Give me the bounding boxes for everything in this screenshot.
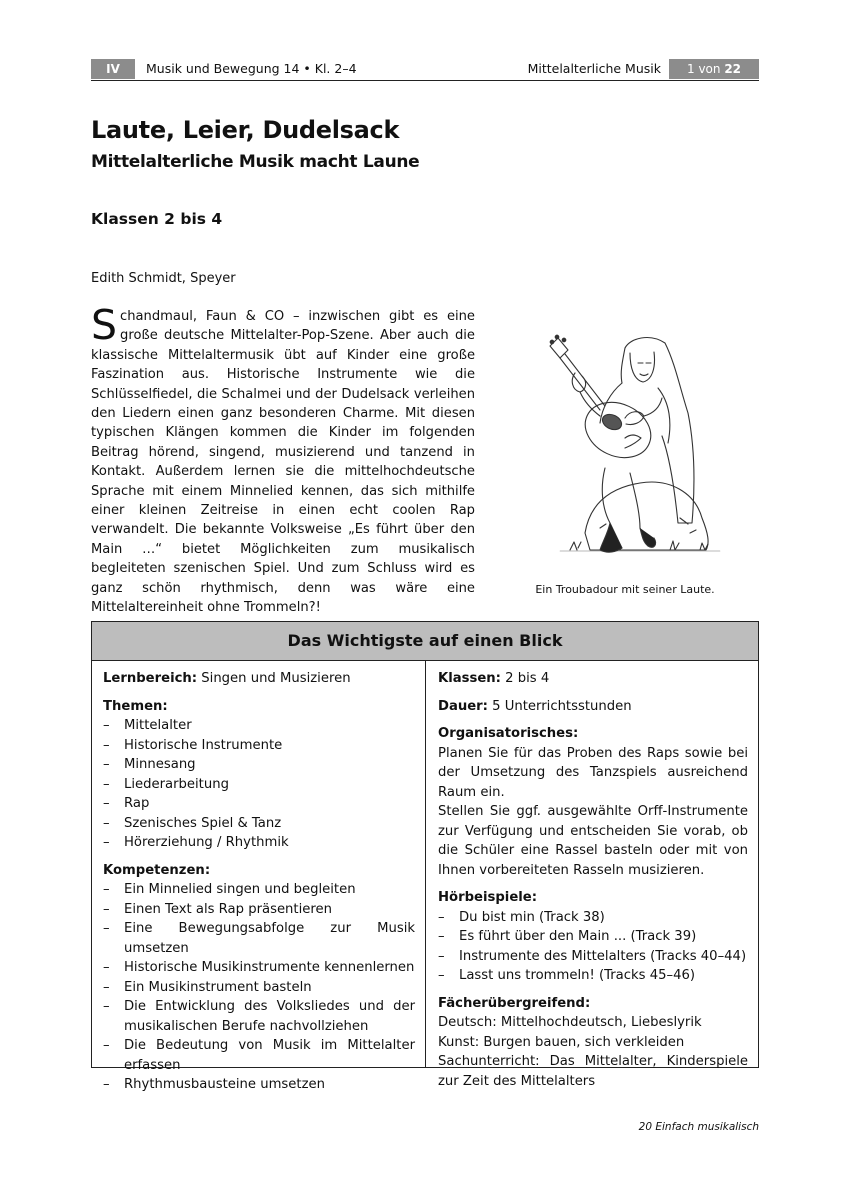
troubadour-illustration-icon [530,318,730,573]
hoerbeispiele-list [438,908,748,986]
page-subtitle: Mittelalterliche Musik macht Laune [91,152,420,172]
lernbereich-label: Lernbereich: [103,671,198,686]
faecheruebergreifend-section [438,994,748,1092]
page-current: 1 [686,62,695,76]
intro-paragraph [91,301,475,618]
lernbereich [103,669,415,689]
list-item: – Hörerziehung / Rhythmik [103,833,415,853]
list-item: – Instrumente des Mittelalters (Tracks 40–44) [438,947,748,967]
kompetenzen-label: Kompetenzen: [103,862,211,878]
themen-section [103,697,415,853]
list-item: – Die Bedeutung von Musik im Mittelalter erfassen [103,1036,415,1075]
list-item: – Du bist min (Track 38) [438,908,748,928]
organisatorisches-section [438,724,748,880]
dauer [438,697,748,717]
topic-title: Mittelalterliche Musik [527,61,661,76]
list-item: – Einen Text als Rap präsentieren [103,900,415,920]
page-total: 22 [724,62,742,76]
organisatorisches-paragraph: Planen Sie für das Proben des Raps sowie bei der Umsetzung des Tanzspiels ausreichend Raum ein. [438,745,748,800]
list-item: – Szenisches Spiel & Tanz [103,814,415,834]
section-badge: IV [91,59,135,79]
klassen-value: 2 bis 4 [505,671,550,686]
list-item: – Rhythmusbausteine umsetzen [103,1075,415,1095]
overview-right-column [426,661,758,1089]
intro-text: chandmaul, Faun & CO – inzwischen gibt es eine große deutsche Mittelalter-Pop-Szene. Aber auch die klassische Mittelaltermusik übt auf Kinder eine große Faszination aus. Historische Instrumente wie die Schlüsselfiedel, die Schalmei und der Dudelsack verleihen den Liedern einen ganz besonderen Charme. Mit diesen typischen Klängen kommen die Kinder im folgenden Beitrag hörend, singend, musizierend und tanzend in Kontakt. Außerdem lernen sie die mittelhochdeutsche Sprache mit einem Minnelied kennen, das sich mithilfe einer kleinen Zeitreise in einen echt coolen Rap verwandelt. Die bekannte Volksweise „Es führt über den Main …“ bietet Möglichkeiten zum musikalisch begleiteten szenischen Spiel. Und zum Schluss wird es ganz schön rhythmisch, denn was wäre eine Mittelaltereinheit ohne Trommeln?! [91,309,475,616]
list-item: – Ein Minnelied singen und begleiten [103,880,415,900]
page-title: Laute, Leier, Dudelsack [91,116,400,144]
list-item: – Eine Bewegungsabfolge zur Musik umsetzen [103,919,415,958]
page-of: von [698,62,721,76]
dauer-value: 5 Unterrichtsstunden [492,698,632,714]
series-title: Musik und Bewegung 14 • Kl. 2–4 [146,61,357,76]
faecher-line: Kunst: Burgen bauen, sich verkleiden [438,1034,685,1050]
figure-caption: Ein Troubadour mit seiner Laute. [535,583,715,596]
klassen-label: Klassen: [438,671,501,686]
overview-heading: Das Wichtigste auf einen Blick [92,622,758,661]
kompetenzen-section [103,861,415,1095]
klassen [438,669,748,689]
themen-label: Themen: [103,698,168,714]
organisatorisches-paragraph: Stellen Sie ggf. ausgewählte Orff-Instrumente zur Verfügung und entscheiden Sie vorab, ob die Schüler eine Rassel basteln oder mit von Ihnen vorbereiteten Rasseln musizieren. [438,804,748,878]
list-item: – Minnesang [103,755,415,775]
list-item: – Lasst uns trommeln! (Tracks 45–46) [438,966,748,986]
drop-cap: S [91,301,118,349]
hoerbeispiele-label: Hörbeispiele: [438,890,537,905]
overview-box [91,621,759,1092]
hoerbeispiele-section [438,888,748,986]
author: Edith Schmidt, Speyer [91,271,236,286]
dauer-label: Dauer: [438,698,488,714]
list-item: – Die Entwicklung des Volksliedes und der musikalischen Berufe nachvollziehen [103,997,415,1036]
faecheruebergreifend-label: Fächerübergreifend: [438,995,591,1011]
list-item: – Mittelalter [103,716,415,736]
page-footer: 20 Einfach musikalisch [638,1121,759,1133]
grade-level: Klassen 2 bis 4 [91,210,223,228]
faecher-line: Deutsch: Mittelhochdeutsch, Liebeslyrik [438,1015,702,1030]
list-item: – Ein Musikinstrument basteln [103,978,415,998]
faecher-line: Sachunterricht: Das Mittelalter, Kinderspiele zur Zeit des Mittelalters [438,1054,748,1089]
list-item: – Es führt über den Main ... (Track 39) [438,927,748,947]
list-item: – Liederarbeitung [103,775,415,795]
lernbereich-value: Singen und Musizieren [201,671,351,686]
organisatorisches-label: Organisatorisches: [438,726,579,741]
page-indicator [669,59,759,79]
page-header [91,59,759,81]
list-item: – Rap [103,794,415,814]
kompetenzen-list [103,880,415,1095]
themen-list [103,716,415,853]
overview-left-column [92,661,426,1092]
list-item: – Historische Instrumente [103,736,415,756]
list-item: – Historische Musikinstrumente kennenlernen [103,958,415,978]
